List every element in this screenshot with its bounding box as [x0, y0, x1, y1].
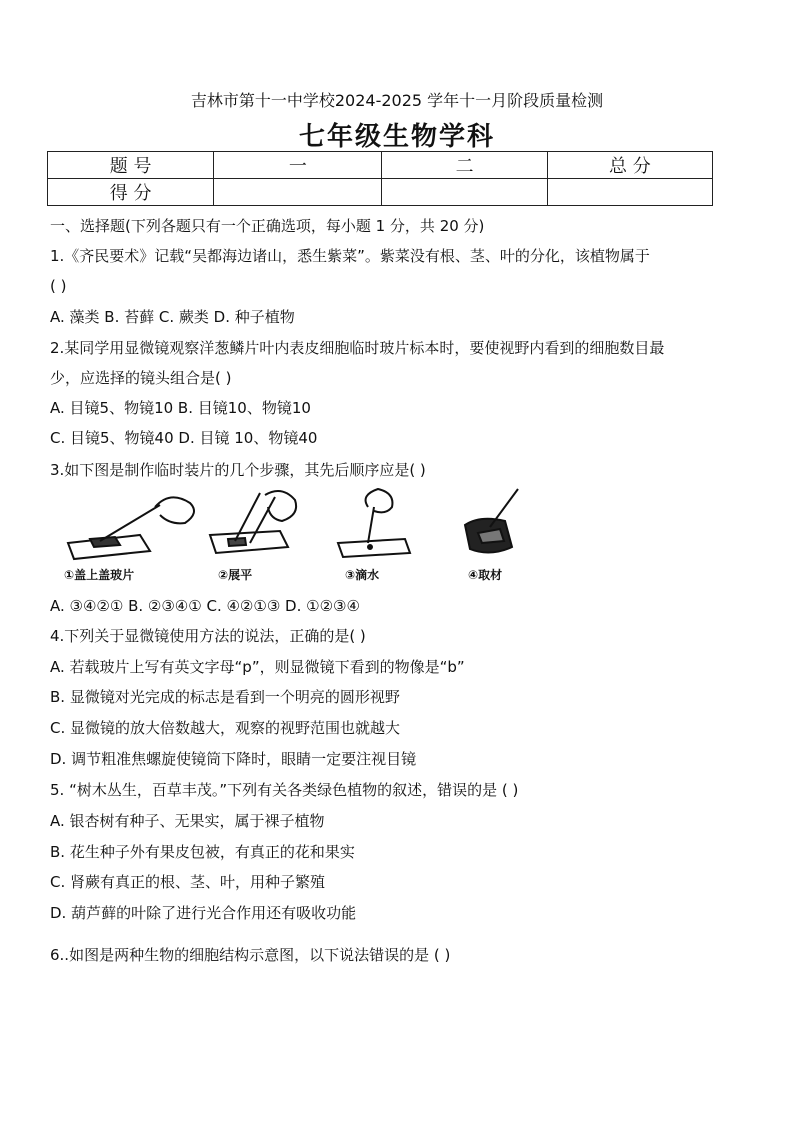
question-1-options: A. 藻类 B. 苔藓 C. 蕨类 D. 种子植物	[50, 308, 295, 326]
question-4-option-b: B. 显微镜对光完成的标志是看到一个明亮的圆形视野	[50, 688, 400, 706]
slide-preparation-figure	[60, 485, 530, 565]
figure-label-1: ①盖上盖玻片	[64, 568, 135, 582]
tissue-illustration	[465, 489, 518, 553]
cover-slip-illustration	[68, 497, 194, 559]
score-table-header-row	[48, 152, 713, 179]
question-5-option-b: B. 花生种子外有果皮包被，有真正的花和果实	[50, 843, 355, 861]
exam-subtitle: 吉林市第十一中学校2024-2025 学年十一月阶段质量检测	[190, 91, 604, 110]
question-5-option-a: A. 银杏树有种子、无果实，属于裸子植物	[50, 812, 325, 830]
question-1-stem: 1.《齐民要术》记载“吴都海边诸山，悉生紫菜”。紫菜没有根、茎、叶的分化，该植物属于	[50, 247, 650, 265]
question-5-stem: 5. “树木丛生，百草丰茂。”下列有关各类绿色植物的叙述，错误的是 ( )	[50, 781, 519, 799]
question-2-options-ab: A. 目镜5、物镜10 B. 目镜10、物镜10	[50, 399, 311, 417]
question-2-stem-cont: 少，应选择的镜头组合是( )	[50, 369, 232, 387]
question-4-option-c: C. 显微镜的放大倍数越大，观察的视野范围也就越大	[50, 719, 401, 737]
question-2-options-cd: C. 目镜5、物镜40 D. 目镜 10、物镜40	[50, 429, 318, 447]
spread-illustration	[210, 491, 296, 553]
figure-label-2: ②展平	[218, 568, 253, 582]
drip-illustration	[338, 489, 410, 557]
question-1-stem-cont: ( )	[50, 277, 67, 295]
score-cell: 总 分	[547, 152, 712, 179]
score-table-score-row	[48, 179, 713, 206]
score-cell	[214, 179, 382, 206]
score-cell	[382, 179, 547, 206]
score-cell: 得 分	[48, 179, 214, 206]
question-3-options: A. ③④②① B. ②③④① C. ④②①③ D. ①②③④	[50, 597, 360, 615]
exam-title: 七年级生物学科	[298, 122, 495, 152]
score-table	[47, 151, 713, 206]
question-4-stem: 4.下列关于显微镜使用方法的说法，正确的是( )	[50, 627, 366, 645]
score-cell: 一	[214, 152, 382, 179]
question-4-option-d: D. 调节粗准焦螺旋使镜筒下降时，眼睛一定要注视目镜	[50, 750, 417, 768]
question-3-stem: 3.如下图是制作临时装片的几个步骤，其先后顺序应是( )	[50, 461, 426, 479]
question-4-option-a: A. 若载玻片上写有英文字母“p”，则显微镜下看到的物像是“b”	[50, 658, 465, 676]
score-cell	[547, 179, 712, 206]
question-2-stem: 2.某同学用显微镜观察洋葱鳞片叶内表皮细胞临时玻片标本时，要使视野内看到的细胞数目最	[50, 339, 665, 357]
score-cell: 题 号	[48, 152, 214, 179]
question-5-option-c: C. 肾蕨有真正的根、茎、叶，用种子繁殖	[50, 873, 326, 891]
question-6-stem: 6..如图是两种生物的细胞结构示意图，以下说法错误的是 ( )	[50, 946, 451, 964]
question-5-option-d: D. 葫芦藓的叶除了进行光合作用还有吸收功能	[50, 904, 357, 922]
section-heading: 一、选择题(下列各题只有一个正确选项，每小题 1 分，共 20 分)	[50, 217, 485, 235]
figure-label-3: ③滴水	[345, 568, 380, 582]
figure-label-4: ④取材	[468, 568, 503, 582]
score-cell: 二	[382, 152, 547, 179]
